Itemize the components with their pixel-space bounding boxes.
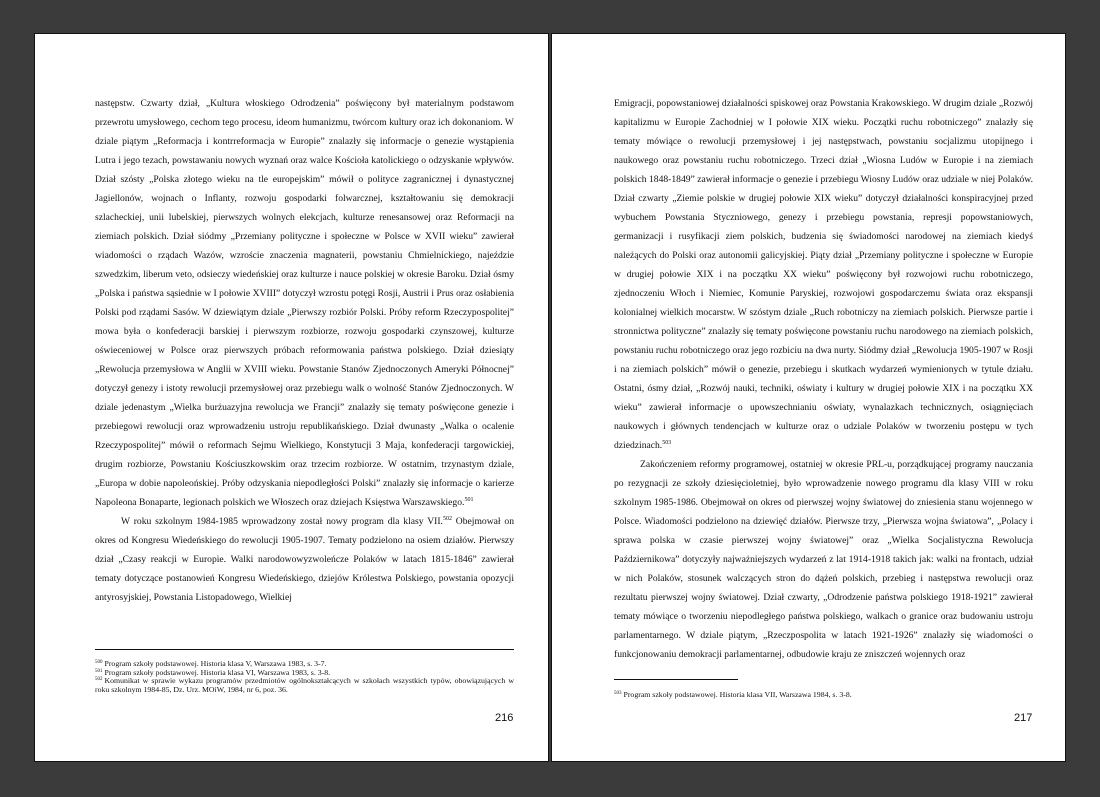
footnote-separator bbox=[95, 649, 514, 650]
footnote-number: 502 bbox=[95, 677, 103, 683]
footnote: $^{502}$ Komunikat w sprawie wykazu programów przedmiotów ogólnokształcących w szkołach wszystkich typów, obowiązujących w roku szkolnym 1984-85, Dz. Urz. MOiW, 1984, nr 6, poz. 36. bbox=[95, 676, 514, 694]
paragraph: Zakończeniem reformy programowej, ostatniej w okresie PRL-u, porządkującej programy nauczania po rezygnacji ze szkoły dziesięcioletniej, było wprowadzenie nowego programu dla klasy VIII w roku szkolnym 1985-1986. Obejmował on okres od pierwszej wojny światowej do zniesienia stanu wojennego w Polsce. Wiadomości podzielono na dziewięć działów. Pierwsze trzy, „Pierwsza wojna światowa”, „Polacy i sprawa polska w czasie pierwszej wojny światowej” oraz „Wielka Socjalistyczna Rewolucja Październikowa” dotyczyły najważniejszych wydarzeń z lat 1914-1918 takich jak: walki na frontach, udział w nich Polaków, stosunek walczących stron do dążeń polskich, przebieg i następstwa rewolucji oraz rezultatu pierwszej wojny światowej. Dział czwarty, „Odrodzenie państwa polskiego 1918-1921” zawierał tematy mówiące o tworzeniu niepodległego państwa polskiego, walkach o granice oraz budowaniu ustroju parlamentarnego. W dziale piątym, „Rzeczpospolita w latach 1921-1926” znalazły się wiadomości o funkcjonowaniu demokracji parlamentarnej, odbudowie kraju ze zniszczeń wojennych oraz bbox=[614, 459, 1033, 660]
footnotes bbox=[614, 691, 1033, 700]
book-page-left bbox=[34, 33, 549, 762]
footnote: $^{503}$ Program szkoły podstawowej. Historia klasa VII, Warszawa 1984, s. 3-8. bbox=[614, 690, 852, 699]
paragraph: Emigracji, popowstaniowej działalności spiskowej oraz Powstania Krakowskiego. W drugim dziale „Rozwój kapitalizmu w Europie Zachodniej w I połowie XIX wieku. Początki ruchu robotniczego” znalazły się tematy mówiące o rewolucji przemysłowej i jej następstwach, powstaniu socjalizmu utopijnego i naukowego oraz powstaniu ruchu robotniczego. Trzeci dział „Wiosna Ludów w Europie i na ziemiach polskich 1848-1849” zawierał informacje o genezie i przebiegu Wiosny Ludów oraz udziale w niej Polaków. Dział czwarty „Ziemie polskie w drugiej połowie XIX wieku” dotyczył działalności konspiracyjnej przed wybuchem Powstania Styczniowego, genezy i przebiegu powstania, represji popowstaniowych, germanizacji i rusyfikacji ziem polskich, budzenia się świadomości narodowej na ziemiach kiedyś należących do Polski oraz autonomii galicyjskiej. Piąty dział „Przemiany polityczne i społeczne w Europie w drugiej połowie XIX i na początku XX wieku” poświęcony był rozwojowi ruchu robotniczego, zjednoczeniu Włoch i Niemiec, Komunie Paryskiej, rozwojowi gospodarczemu świata oraz ekspansji kolonialnej wielkich mocarstw. W szóstym dziale „Ruch robotniczy na ziemiach polskich. Pierwsze partie i stronnictwa polityczne” znalazły się tematy poświęcone powstaniu ruchu narodowego na ziemiach polskich, powstaniu ruchu robotniczego oraz jego rozbiciu na dwa nurty. Siódmy dział „Rewolucja 1905-1907 w Rosji i na ziemiach polskich” mówił o genezie, przebiegu i skutkach wydarzeń wymienionych w tytule działu. Ostatni, ósmy dział, „Rozwój nauki, techniki, oświaty i kultury w drugiej połowie XIX i na początku XX wieku” zawierał informacje o upowszechnianiu oświaty, wynalazkach technicznych, osiągnięciach naukowych i głównych tendencjach w kulturze oraz o udziale Polaków w tworzeniu postępu w tych dziedzinach.$^{503}$ bbox=[614, 98, 1034, 451]
book-page-right bbox=[551, 33, 1066, 762]
footnote-number: 503 bbox=[614, 691, 622, 696]
footnote-separator bbox=[614, 679, 738, 680]
footnote: $^{501}$ Program szkoły podstawowej. Historia klasa VI, Warszawa 1983, s. 3-8. bbox=[95, 667, 331, 677]
paragraph: W roku szkolnym 1984-1985 wprowadzony został nowy program dla klasy VII.$^{502}$ Obejmował on okres od Kongresu Wiedeńskiego do rewolucji 1905-1907. Tematy podzielono na osiem działów. Pierwszy dział „Czasy reakcji w Europie. Walki narodowowyzwoleńcze Polaków w latach 1815-1846” zawierał tematy dotyczące postanowień Kongresu Wiedeńskiego, dziejów Królestwa Polskiego, powstania opozycji antyrosyjskiej, Powstania Listopadowego, Wielkiej bbox=[95, 516, 514, 603]
footnote: $^{500}$ Program szkoły podstawowej. Historia klasa V, Warszawa 1983, s. 3-7. bbox=[95, 659, 327, 668]
footnote-reference[interactable]: 501 bbox=[464, 497, 474, 503]
footnote-reference[interactable]: 502 bbox=[442, 516, 452, 522]
page-number: 217 bbox=[1014, 712, 1033, 724]
page-number: 216 bbox=[495, 712, 514, 724]
body-text bbox=[614, 94, 1033, 664]
paragraph: następstw. Czwarty dział, „Kultura włoskiego Odrodzenia” poświęcony był materialnym podstawom przewrotu umysłowego, cechom tego procesu, ideom humanizmu, twórcom kultury oraz ich dokonaniom. W dziale piątym „Reformacja i kontrreformacja w Europie” znalazły się informacje o genezie wystąpienia Lutra i jego tezach, powstawaniu nowych wyznań oraz walce Kościoła katolickiego o odzyskanie wpływów. Dział szósty „Polska złotego wieku na tle europejskim” mówił o polityce zagranicznej i dynastycznej Jagiellonów, wojnach o Inflanty, rozwoju gospodarki folwarcznej, kształtowaniu się demokracji szlacheckiej, unii lubelskiej, pierwszych wolnych elekcjach, kulturze renesansowej oraz Reformacji na ziemiach polskich. Dział siódmy „Przemiany polityczne i społeczne w Polsce w XVII wieku” zawierał wiadomości o rządach Wazów, wzroście znaczenia magnaterii, powstaniu Chmielnickiego, najeździe szwedzkim, liberum veto, odsieczy wiedeńskiej oraz kulturze i nauce polskiej w okresie Baroku. Dział ósmy „Polska i państwa sąsiednie w I połowie XVIII” dotyczył wzrostu potęgi Rosji, Austrii i Prus oraz osłabienia Polski pod rządami Sasów. W dziewiątym dziale „Pierwszy rozbiór Polski. Próby reform Rzeczypospolitej” mowa była o konfederacji barskiej i pierwszym rozbiorze, rozwoju gospodarki czynszowej, kulturze oświeceniowej w Polsce oraz pierwszych próbach reformowania państwa polskiego. Dział dziesiąty „Rewolucja przemysłowa w Anglii w XVIII wieku. Powstanie Stanów Zjednoczonych Ameryki Północnej” dotyczył genezy i istoty rewolucji przemysłowej oraz przebiegu walk o wolność Stanów Zjednoczonych. W dziale jedenastym „Wielka burżuazyjna rewolucja we Francji” znalazły się tematy poświęcone genezie i przebiegowi rewolucji oraz wprowadzeniu ustroju republikańskiego. Dział dwunasty „Walka o ocalenie Rzeczypospolitej” mówił o reformach Sejmu Wielkiego, Konstytucji 3 Maja, konfederacji targowickiej, drugim rozbiorze, Powstaniu Kościuszkowskim oraz trzecim rozbiorze. W ostatnim, trzynastym dziale, „Europa w dobie napoleońskiej. Próby odzyskania niepodległości Polski” znalazły się informacje o karierze Napoleona Bonaparte, legionach polskich we Włoszech oraz dziejach Księstwa Warszawskiego.$^{501}$ bbox=[95, 98, 514, 508]
body-text bbox=[95, 94, 514, 607]
footnote-number: 500 bbox=[95, 660, 103, 665]
footnotes bbox=[95, 660, 514, 694]
footnote-reference[interactable]: 503 bbox=[662, 440, 672, 446]
footnote-number: 501 bbox=[95, 668, 103, 674]
